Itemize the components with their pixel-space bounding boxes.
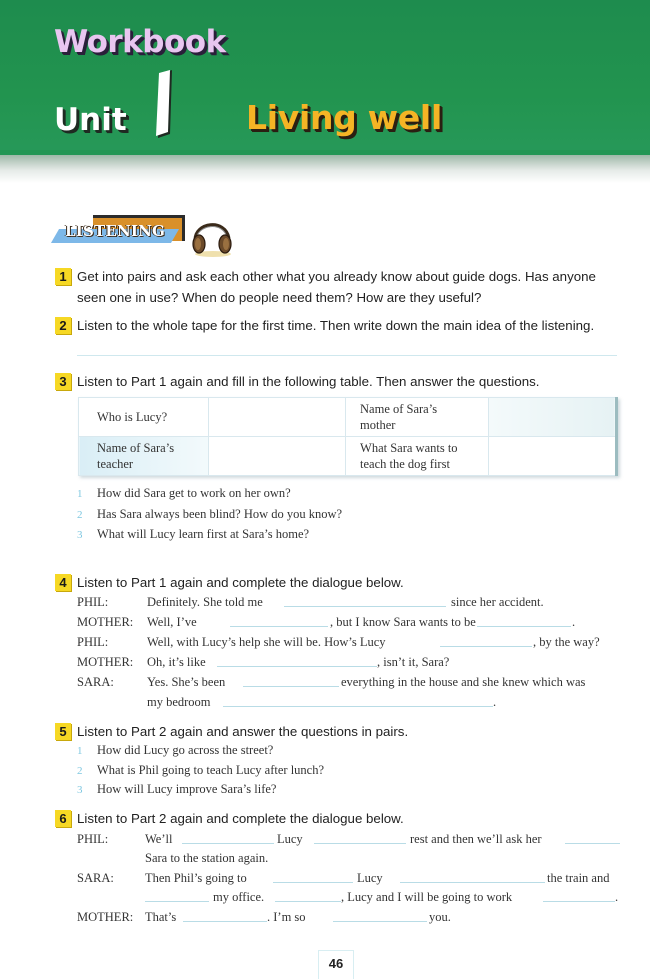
dialogue-text: everything in the house and she knew which was <box>341 675 586 689</box>
blank-field[interactable] <box>183 910 267 922</box>
dialogue-text: Lucy <box>277 832 303 846</box>
table-row <box>79 398 617 437</box>
dialogue-text: , Lucy and I will be going to work <box>341 890 513 904</box>
sub-question-number: 3 <box>77 529 83 541</box>
speaker-label: MOTHER: <box>77 615 134 629</box>
table-label-cell: Who is Lucy? <box>79 398 209 437</box>
dialogue-text: Oh, it’s like <box>147 655 206 669</box>
banner-fade <box>0 155 650 183</box>
blank-field[interactable] <box>182 832 274 844</box>
sub-question-text: How did Lucy go across the street? <box>97 743 274 757</box>
question-number-badge: 2 <box>55 317 71 334</box>
speaker-label: MOTHER: <box>77 655 134 669</box>
speaker-label: MOTHER: <box>77 910 134 924</box>
speaker-label: PHIL: <box>77 635 109 649</box>
dialogue-text: , but I know Sara wants to be <box>330 615 476 629</box>
blank-field[interactable] <box>284 595 446 607</box>
sub-question-number: 1 <box>77 488 83 500</box>
dialogue-text: . <box>615 890 619 904</box>
blank-field[interactable] <box>440 635 532 647</box>
sub-question-text: What will Lucy learn first at Sara’s home? <box>97 527 310 541</box>
blank-field[interactable] <box>217 655 377 667</box>
unit-title: Living well <box>246 98 442 137</box>
section-tag-listening <box>55 215 190 247</box>
headphones-icon <box>187 214 235 258</box>
table-label-cell: Name of Sara’s teacher <box>79 437 209 476</box>
dialogue-text: . I’m so <box>267 910 306 924</box>
question-6 <box>55 808 627 829</box>
dialogue-text: the train and <box>547 871 610 885</box>
table-answer-cell[interactable] <box>488 398 616 437</box>
unit-label: Unit <box>54 102 127 138</box>
sub-question <box>77 761 324 781</box>
sub-question <box>77 484 291 504</box>
question-text-cont: seen one in use? When do people need them? How are they useful? <box>77 290 482 305</box>
blank-field[interactable] <box>275 890 341 902</box>
question-1 <box>55 266 627 308</box>
blank-field[interactable] <box>400 871 545 883</box>
blank-field[interactable] <box>314 832 406 844</box>
question-text: Listen to Part 1 again and complete the dialogue below. <box>77 575 404 590</box>
dialogue-text: since her accident. <box>451 595 544 609</box>
unit-number-glyph <box>152 70 176 142</box>
speaker-label: PHIL: <box>77 595 109 609</box>
table-answer-cell[interactable] <box>208 437 345 476</box>
sub-question-number: 1 <box>77 745 83 757</box>
page-number: 46 <box>318 950 354 979</box>
dialogue-text: Yes. She’s been <box>147 675 226 689</box>
question-2 <box>55 315 627 336</box>
question-5 <box>55 721 627 742</box>
sub-question <box>77 525 309 545</box>
dialogue-text: We’ll <box>145 832 173 846</box>
blank-field[interactable] <box>543 890 615 902</box>
question-text: Listen to Part 2 again and complete the dialogue below. <box>77 811 404 826</box>
question-4 <box>55 572 627 593</box>
dialogue-text: Definitely. She told me <box>147 595 263 609</box>
blank-field[interactable] <box>565 832 620 844</box>
question-number-badge: 6 <box>55 810 71 827</box>
sub-question-text: How will Lucy improve Sara’s life? <box>97 782 277 796</box>
sub-question <box>77 780 276 800</box>
sub-question <box>77 741 273 761</box>
dialogue-text: Lucy <box>357 871 383 885</box>
dialogue-text: rest and then we’ll ask her <box>410 832 542 846</box>
blank-field[interactable] <box>273 871 353 883</box>
question-number-badge: 1 <box>55 268 71 285</box>
blank-field[interactable] <box>333 910 427 922</box>
table-label-cell: Name of Sara’s mother <box>346 398 489 437</box>
answer-line[interactable] <box>77 355 617 356</box>
table-label-cell: What Sara wants to teach the dog first <box>346 437 489 476</box>
blank-field[interactable] <box>477 615 571 627</box>
question-text: Listen to Part 1 again and fill in the following table. Then answer the questions. <box>77 374 540 389</box>
speaker-label: PHIL: <box>77 832 109 846</box>
speaker-label: SARA: <box>77 871 114 885</box>
question-number-badge: 4 <box>55 574 71 591</box>
dialogue-text: you. <box>429 910 451 924</box>
sub-question-text: How did Sara get to work on her own? <box>97 486 291 500</box>
dialogue-text: That’s <box>145 910 177 924</box>
table-answer-cell[interactable] <box>208 398 345 437</box>
sub-question-number: 2 <box>77 765 83 777</box>
dialogue-text: Well, I’ve <box>147 615 197 629</box>
section-label: LISTENING <box>65 222 166 240</box>
question-text: Get into pairs and ask each other what you already know about guide dogs. Has anyone <box>77 269 596 284</box>
blank-field[interactable] <box>145 890 209 902</box>
dialogue-text: , by the way? <box>533 635 600 649</box>
blank-field[interactable] <box>223 695 493 707</box>
table-answer-cell[interactable] <box>488 437 616 476</box>
dialogue-text: , isn’t it, Sara? <box>377 655 450 669</box>
dialogue-text: Well, with Lucy’s help she will be. How’s Lucy <box>147 635 386 649</box>
speaker-label: SARA: <box>77 675 114 689</box>
sub-question-number: 3 <box>77 784 83 796</box>
question-text: Listen to Part 2 again and answer the questions in pairs. <box>77 724 409 739</box>
fill-in-table <box>78 397 618 476</box>
question-text: Listen to the whole tape for the first time. Then write down the main idea of the listening. <box>77 318 595 333</box>
workbook-label: Workbook <box>54 24 226 60</box>
question-number-badge: 3 <box>55 373 71 390</box>
sub-question <box>77 505 342 525</box>
sub-question-text: Has Sara always been blind? How do you know? <box>97 507 343 521</box>
dialogue-text: . <box>493 695 497 709</box>
dialogue-text: . <box>572 615 576 629</box>
blank-field[interactable] <box>243 675 339 687</box>
dialogue-text: my bedroom <box>147 695 211 709</box>
dialogue-text: my office. <box>213 890 265 904</box>
sub-question-number: 2 <box>77 509 83 521</box>
dialogue-text: Then Phil’s going to <box>145 871 247 885</box>
dialogue-text: Sara to the station again. <box>145 851 269 865</box>
table-row <box>79 437 617 476</box>
question-3 <box>55 371 627 392</box>
question-number-badge: 5 <box>55 723 71 740</box>
blank-field[interactable] <box>230 615 328 627</box>
sub-question-text: What is Phil going to teach Lucy after lunch? <box>97 763 325 777</box>
